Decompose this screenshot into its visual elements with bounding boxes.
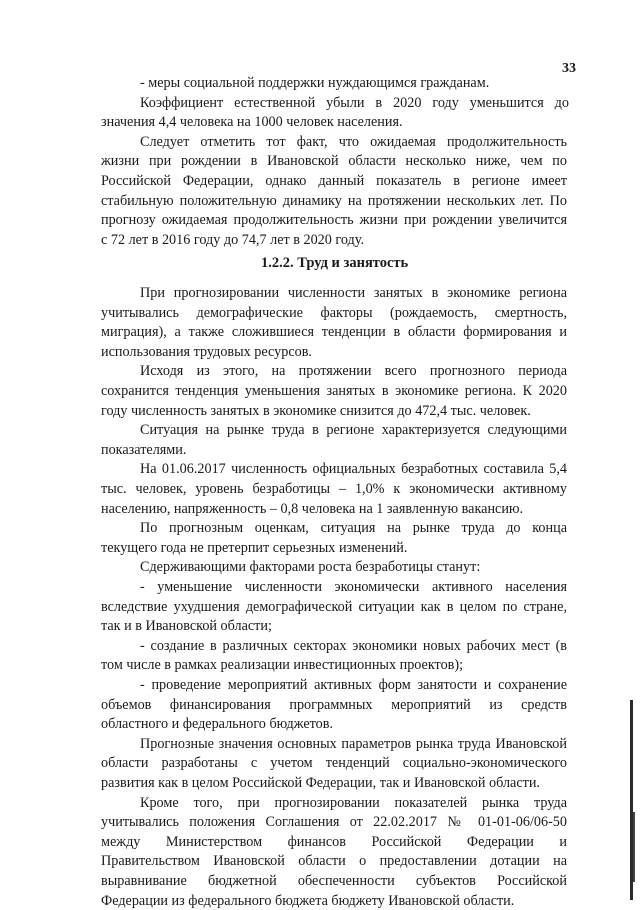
page-number: 33 [562,61,576,76]
text-line: сохранится тенденция уменьшения занятых в экономике региона. К 2020 [101,383,567,399]
text-line: - создание в различных секторах экономики новых рабочих мест (в [140,637,567,654]
section-heading: 1.2.2. Труд и занятость [261,255,409,272]
text-line: учитывались демографические факторы (рождаемость, смертность, [101,304,567,321]
text-line: Кроме того, при прогнозировании показателей рынка труда [140,794,567,811]
text-line: Коэффициент естественной убыли в 2020 году уменьшится до [140,94,569,111]
text-line: Правительством Ивановской области о предоставлении дотации на [101,853,567,870]
text-line: На 01.06.2017 численность официальных безработных составила 5,4 [140,461,567,478]
text-line: году численность занятых в экономике снизится до 472,4 тыс. человек. [101,402,531,419]
text-line: Российской Федерации, однако данный показатель в регионе имеет [101,173,567,189]
text-line: области разработаны с учетом тенденций социально-экономического [101,755,567,772]
text-line: том числе в рамках реализации инвестиционных проектов); [101,657,464,674]
text-line: Ситуация на рынке труда в регионе характеризуется следующими [140,422,567,439]
text-line: с 72 лет в 2016 году до 74,7 лет в 2020 году. [101,231,364,248]
text-line: Федерации из федерального бюджета бюджету Ивановской области. [101,892,515,909]
text-line: - уменьшение численности экономически активного населения [140,579,567,595]
text-line: жизни при рождении в Ивановской области несколько ниже, чем по [101,153,567,170]
text-line: так и в Ивановской области; [101,618,272,635]
text-line: между Министерством финансов Российской Федерации и [101,833,567,850]
text-line: населению, напряженность – 0,8 человека на 1 заявленную вакансию. [101,500,524,517]
text-line: областного и федерального бюджетов. [101,716,334,733]
text-line: объемов финансирования программных мероприятий из средств [101,696,567,713]
text-line: тыс. человек, уровень безработицы – 1,0% к экономически активному [101,481,567,497]
text-line: По прогнозным оценкам, ситуация на рынке труда до конца [140,520,567,537]
text-line: При прогнозировании численности занятых в экономике региона [140,285,567,301]
text-line: учитывались положения Соглашения от 22.02.2017 № 01-01-06/06-50 [101,814,567,831]
text-line: выравнивание бюджетной обеспеченности субъектов Российской [101,873,567,889]
text-line: Исходя из этого, на протяжении всего прогнозного периода [140,363,567,380]
text-line: - проведение мероприятий активных форм занятости и сохранение [140,677,567,693]
text-line: миграция), а также сложившиеся тенденции в области формирования и [101,324,567,341]
text-line: показателями. [101,441,187,458]
scan-edge-mark [633,812,635,882]
text-line: вследствие ухудшения демографической ситуации как в целом по стране, [101,598,567,615]
text-line: Прогнозные значения основных параметров рынка труда Ивановской [140,735,567,752]
text-line: прогнозу ожидаемая продолжительность жизни при рождении увеличится [101,212,567,229]
text-line: Следует отметить тот факт, что ожидаемая продолжительность [140,133,567,150]
text-line: значения 4,4 человека на 1000 человек населения. [101,114,403,131]
text-line: использования трудовых ресурсов. [101,343,312,360]
text-line: - меры социальной поддержки нуждающимся гражданам. [140,75,490,91]
text-line: развития как в целом Российской Федерации, так и Ивановской области. [101,775,540,791]
text-line: текущего года не претерпит серьезных изменений. [101,539,408,556]
text-line: стабильную положительную динамику на протяжении нескольких лет. По [101,192,567,209]
text-line: Сдерживающими факторами роста безработицы станут: [140,559,481,576]
